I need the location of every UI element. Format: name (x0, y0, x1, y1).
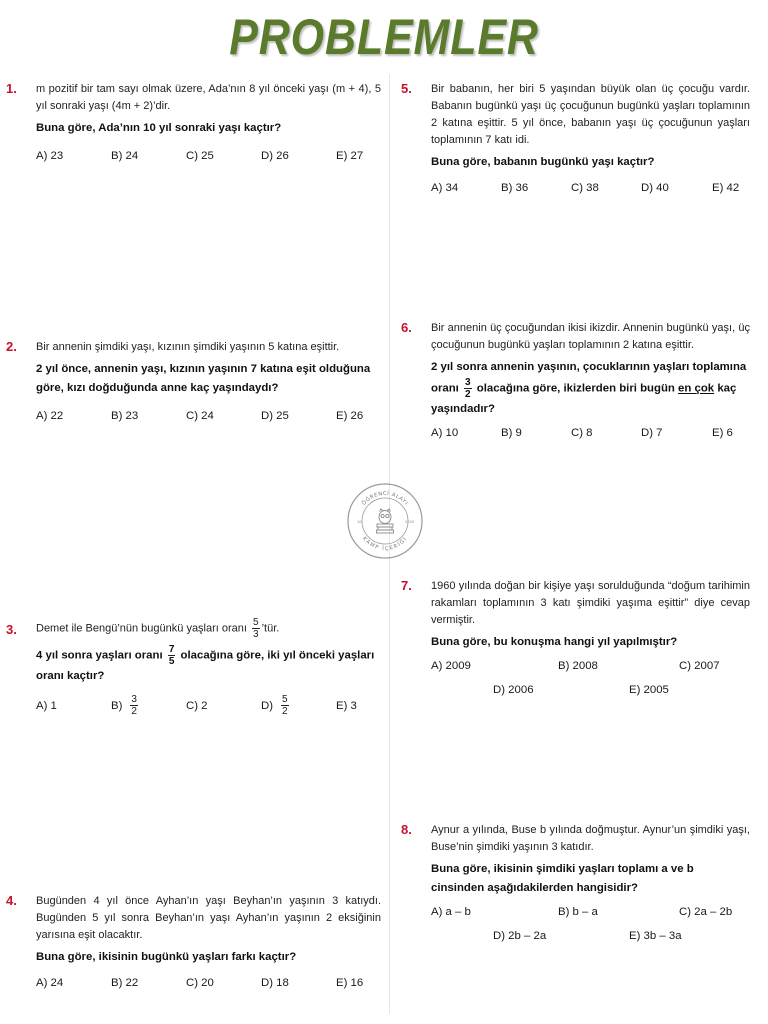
question-4 (6, 893, 381, 999)
seal-top-text: ÖĞRENCİ ALAYI (361, 490, 409, 507)
question-text: Bir babanın, her biri 5 yaşından büyük olan üç çocuğu vardır. Babanın bugünkü yaşı üç çocuğunun bugünkü yaşları toplamının 2 katına eşittir. 5 yıl önce, babanın yaşı üç çocuğunun yaşları toplamının 7 katı idi. (431, 83, 750, 146)
option-e[interactable]: E) 27 (336, 150, 364, 162)
question-text: 1960 yılında doğan bir kişiye yaşı sorulduğunda “doğum tarihimin rakamları toplamının 3 katı şimdiki yaşıma eşittir” diye cevap vermiştir. (431, 580, 750, 626)
question-number: 3. (6, 622, 17, 637)
prompt-emphasis: en çok (678, 382, 715, 395)
question-number: 2. (6, 339, 17, 354)
option-a[interactable]: A) a – b (431, 906, 471, 918)
question-text: Aynur a yılında, Buse b yılında doğmuştur. Aynur’un şimdiki yaşı, Buse’nin şimdiki yaşının 3 katıdır. (431, 824, 750, 853)
option-e[interactable]: E) 3 (336, 700, 357, 712)
option-c[interactable]: C) 2007 (679, 660, 720, 672)
denominator: 2 (465, 389, 471, 400)
question-text-part: Demet ile Bengü’nün bugünkü yaşları oranı (36, 622, 247, 635)
question-prompt (431, 358, 750, 419)
fraction (130, 694, 138, 717)
option-c[interactable]: C) 38 (571, 182, 599, 194)
option-d[interactable]: D) 18 (261, 977, 289, 989)
option-e[interactable]: E) 26 (336, 410, 364, 422)
option-b[interactable]: B) 23 (111, 410, 139, 422)
option-d[interactable]: D) 25 (261, 410, 289, 422)
fraction (464, 377, 472, 400)
question-text (36, 617, 381, 640)
numerator: 3 (465, 377, 471, 388)
option-e[interactable]: E) 3b – 3a (629, 930, 682, 942)
question-prompt: Buna göre, bu konuşma hangi yıl yapılmıştır? (431, 636, 678, 648)
question-5 (401, 81, 750, 204)
question-number: 8. (401, 822, 412, 837)
prompt-part: 2 yıl sonra annenin yaşının, çocuklarının yaşları toplamına oranı (431, 361, 747, 395)
option-d[interactable]: D) 40 (641, 182, 669, 194)
seal-stamp (346, 482, 424, 560)
option-d[interactable]: D) 2006 (493, 684, 534, 696)
option-d[interactable]: D) 2b – 2a (493, 930, 547, 942)
question-7 (401, 578, 750, 708)
option-b[interactable]: B) 24 (111, 150, 139, 162)
question-text: Bir annenin şimdiki yaşı, kızının şimdiki yaşının 5 katına eşittir. (36, 341, 340, 353)
option-c[interactable]: C) 8 (571, 427, 593, 439)
option-c[interactable]: C) 24 (186, 410, 214, 422)
question-text: Bir annenin üç çocuğundan ikisi ikizdir. Annenin bugünkü yaşı, üç çocuğunun bugünkü yaşları toplamının 2 katına eşittir. (431, 322, 750, 351)
owl-on-books-icon (377, 509, 394, 533)
option-b[interactable]: B) 2008 (558, 660, 598, 672)
option-e[interactable]: E) 2005 (629, 684, 669, 696)
option-a[interactable]: A) 2009 (431, 660, 471, 672)
numerator: 5 (282, 694, 288, 705)
option-c[interactable]: C) 2a – 2b (679, 906, 733, 918)
option-a[interactable]: A) 23 (36, 150, 64, 162)
question-2 (6, 339, 381, 432)
question-1 (6, 81, 381, 172)
option-a[interactable]: A) 10 (431, 427, 459, 439)
seal-bottom-text: KAMP İÇERİĞİ (361, 535, 409, 553)
question-3 (6, 617, 381, 722)
question-text-part: ’tür. (261, 622, 280, 635)
option-d[interactable]: D) 7 (641, 427, 663, 439)
question-number: 5. (401, 81, 412, 96)
options-row (431, 906, 750, 954)
question-number: 7. (401, 578, 412, 593)
question-prompt (36, 644, 381, 686)
option-e[interactable]: E) 42 (712, 182, 740, 194)
denominator: 5 (168, 656, 175, 667)
question-text: m pozitif bir tam sayı olmak üzere, Ada’nın 8 yıl önceki yaşı (m + 4), 5 yıl sonraki yaşı (4m + 2)’dir. (36, 83, 381, 112)
prompt-part: olacağına göre, ikizlerden biri bugün (476, 382, 675, 395)
question-number: 4. (6, 893, 17, 908)
fraction (252, 617, 260, 640)
page-title: PROBLEMLER (229, 9, 539, 65)
option-label: B) (111, 699, 123, 712)
options-row (36, 410, 381, 432)
numerator: 3 (131, 694, 137, 705)
options-row (431, 427, 750, 449)
question-number: 6. (401, 320, 412, 335)
options-row (36, 694, 381, 722)
option-b[interactable]: B) 9 (501, 427, 522, 439)
option-b[interactable]: B) b – a (558, 906, 598, 918)
options-row (431, 660, 750, 708)
numerator: 7 (168, 644, 175, 655)
option-c[interactable]: C) 20 (186, 977, 214, 989)
question-prompt: Buna göre, babanın bugünkü yaşı kaçtır? (431, 156, 655, 168)
question-prompt: Buna göre, ikisinin bugünkü yaşları farkı kaçtır? (36, 951, 297, 963)
option-a[interactable]: A) 24 (36, 977, 64, 989)
option-a[interactable]: A) 34 (431, 182, 459, 194)
fraction (168, 644, 176, 667)
question-6 (401, 320, 750, 449)
question-prompt: 2 yıl önce, annenin yaşı, kızının yaşının 7 katına eşit olduğuna göre, kızı doğduğunda anne kaç yaşındaydı? (36, 363, 371, 394)
option-c[interactable]: C) 2 (186, 700, 208, 712)
option-d[interactable] (261, 694, 291, 717)
seal-right-text: 2020 (405, 520, 415, 524)
question-prompt: Buna göre, Ada’nın 10 yıl sonraki yaşı kaçtır? (36, 122, 282, 134)
option-d[interactable]: D) 26 (261, 150, 289, 162)
options-row (36, 150, 381, 172)
prompt-part: 4 yıl sonra yaşları oranı (36, 649, 163, 662)
option-label: D) (261, 699, 274, 712)
fraction (281, 694, 289, 717)
denominator: 2 (282, 706, 288, 717)
options-row (431, 182, 750, 204)
options-row (36, 977, 381, 999)
option-b[interactable]: B) 36 (501, 182, 529, 194)
option-a[interactable]: A) 1 (36, 700, 57, 712)
question-prompt: Buna göre, ikisinin şimdiki yaşları toplamı a ve b cinsinden aşağıdakilerden hangisidir? (431, 863, 694, 894)
numerator: 5 (253, 617, 259, 628)
prompt-part: olacağına göre, iki yıl önceki yaşları oranı kaçtır? (36, 649, 375, 682)
option-e[interactable]: E) 6 (712, 427, 733, 439)
question-text: Bugünden 4 yıl önce Ayhan’ın yaşı Beyhan’ın yaşının 3 katıydı. Bugünden 5 yıl sonra Beyhan’ın yaşı Ayhan’ın yaşının 2 eksiğinin yarısına eşit olacaktır. (36, 895, 381, 941)
option-a[interactable]: A) 22 (36, 410, 64, 422)
option-e[interactable]: E) 16 (336, 977, 364, 989)
denominator: 2 (131, 706, 137, 717)
question-number: 1. (6, 81, 17, 96)
prompt-part: kaç yaşındadır? (431, 382, 737, 415)
seal-graphic (346, 482, 424, 560)
option-c[interactable]: C) 25 (186, 150, 214, 162)
question-8 (401, 822, 750, 954)
denominator: 3 (253, 629, 259, 640)
option-b[interactable] (111, 694, 140, 717)
option-b[interactable]: B) 22 (111, 977, 139, 989)
seal-left-text: 10 (357, 520, 362, 524)
